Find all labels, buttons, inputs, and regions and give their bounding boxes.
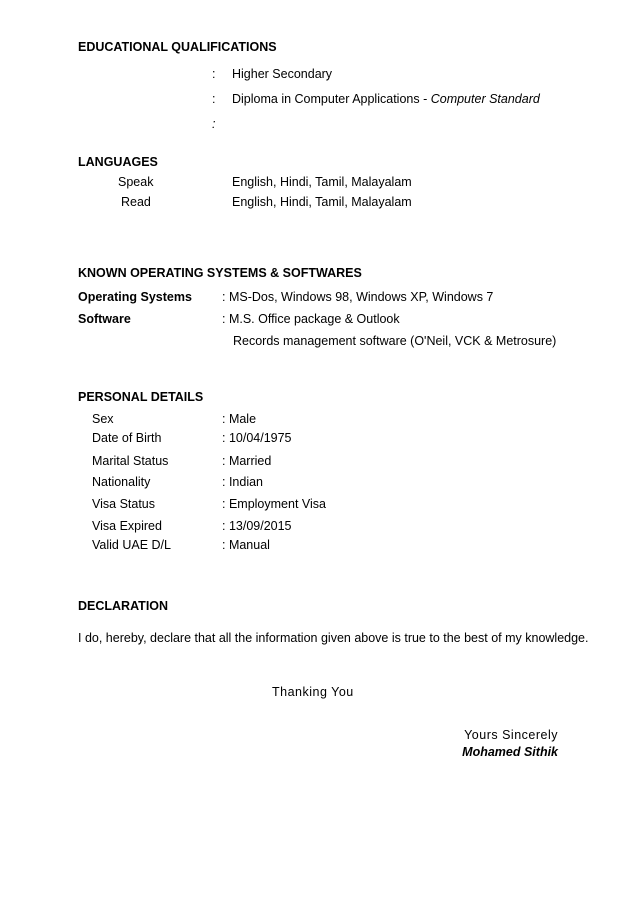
yours-sincerely: Yours Sincerely [464,728,558,742]
language-label-read: Read [121,195,151,209]
personal-label-dob: Date of Birth [92,431,162,445]
personal-value-visa-expired: : 13/09/2015 [222,519,292,533]
personal-heading: PERSONAL DETAILS [78,390,204,404]
education-item-2-extra: Computer Standard [430,92,540,106]
declaration-heading: DECLARATION [78,599,169,613]
personal-label-visa-expired: Visa Expired [92,519,162,533]
language-value-read: English, Hindi, Tamil, Malayalam [232,195,412,209]
os-label: Operating Systems [78,290,192,304]
personal-value-visa-status: : Employment Visa [222,497,326,511]
thanking-you: Thanking You [272,685,354,699]
education-item-2-text: Diploma in Computer Applications - [232,92,428,106]
software-value-2: Records management software (O'Neil, VCK & Metrosure) [233,334,557,348]
os-value: : MS-Dos, Windows 98, Windows XP, Windows 7 [222,290,494,304]
language-label-speak: Speak [118,175,154,189]
personal-label-visa-status: Visa Status [92,497,156,511]
education-sep-2: : [212,92,216,106]
signatory-name: Mohamed Sithik [462,745,558,759]
languages-heading: LANGUAGES [78,155,158,169]
personal-label-marital: Marital Status [92,454,169,468]
personal-value-dl: : Manual [222,538,270,552]
personal-value-nationality: : Indian [222,475,264,489]
education-heading: EDUCATIONAL QUALIFICATIONS [78,40,277,54]
personal-value-dob: : 10/04/1975 [222,431,292,445]
declaration-text: I do, hereby, declare that all the information given above is true to the best of my knowledge. [78,631,589,645]
personal-label-sex: Sex [92,412,114,426]
education-sep-3: : [212,117,216,131]
personal-value-sex: : Male [222,412,257,426]
software-heading: KNOWN OPERATING SYSTEMS & SOFTWARES [78,266,362,280]
language-value-speak: English, Hindi, Tamil, Malayalam [232,175,412,189]
software-label: Software [78,312,131,326]
personal-label-nationality: Nationality [92,475,151,489]
education-item-1: Higher Secondary [232,67,333,81]
personal-value-marital: : Married [222,454,272,468]
education-item-2 [232,92,540,106]
education-sep-1: : [212,67,216,81]
software-value: : M.S. Office package & Outlook [222,312,400,326]
personal-label-dl: Valid UAE D/L [92,538,171,552]
